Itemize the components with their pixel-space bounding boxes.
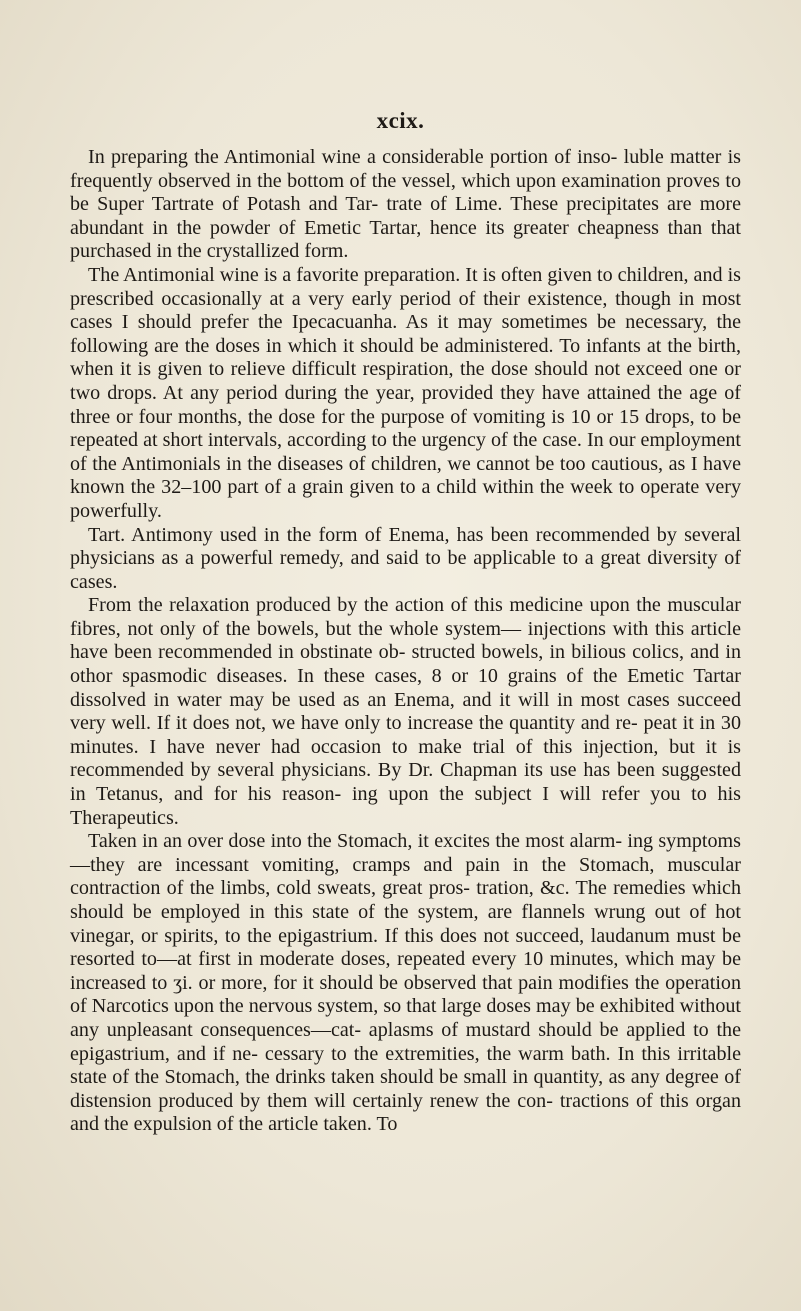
body-text — [70, 146, 741, 1137]
paragraph-overdose-remedies: Taken in an over dose into the Stomach, it excites the most alarm- ing symptoms—they are incessant vomiting, cramps and pain in the Stomach, muscular contraction of the limbs, cold sweats, great pros- tration, &c. The remedies which should be employed in this state of the system, are flannels wrung out of hot vinegar, or spirits, to the epigastrium. If this does not succeed, laudanum must be resorted to—at first in moderate doses, repeated every 10 minutes, which may be increased to ʒi. or more, for it should be observed that pain modifies the operation of Narcotics upon the nervous system, so that large doses may be exhibited without any unpleasant consequences—cat- aplasms of mustard should be applied to the epigastrium, and if ne- cessary to the extremities, the warm bath. In this irritable state of the Stomach, the drinks taken should be small in quantity, as any degree of distension produced by them will certainly renew the con- tractions of this organ and the expulsion of the article taken. To — [70, 830, 741, 1136]
paragraph-antimonial-wine-precipitates: In preparing the Antimonial wine a considerable portion of inso- luble matter is frequently observed in the bottom of the vessel, which upon examination proves to be Super Tartrate of Potash and Tar- trate of Lime. These precipitates are more abundant in the powder of Emetic Tartar, hence its greater cheapness than that purchased in the crystallized form. — [70, 146, 741, 263]
paragraph-relaxation-injections: From the relaxation produced by the action of this medicine upon the muscular fibres, not only of the bowels, but the whole system— injections with this article have been recommended in obstinate ob- structed bowels, in bilious colics, and in othor spasmodic diseases. In these cases, 8 or 10 grains of the Emetic Tartar dissolved in water may be used as an Enema, and it will in most cases succeed very well. If it does not, we have only to increase the quantity and re- peat it in 30 minutes. I have never had occasion to make trial of this injection, but it is recommended by several physicians. By Dr. Chapman its use has been suggested in Tetanus, and for his reason- ing upon the subject I will refer you to his Therapeutics. — [70, 594, 741, 829]
page-number: xcix. — [376, 108, 425, 133]
paragraph-enema-recommendation: Tart. Antimony used in the form of Enema, has been recommended by several physicians as a powerful remedy, and said to be applicable to a great diversity of cases. — [70, 523, 741, 593]
paragraph-antimonial-wine-doses: The Antimonial wine is a favorite preparation. It is often given to children, and is prescribed occasionally at a very early period of their existence, though in most cases I should prefer the Ipecacuanha. As it may sometimes be necessary, the following are the doses in which it should be administered. To infants at the birth, when it is given to relieve difficult respiration, the dose should not exceed one or two drops. At any period during the year, provided they have attained the age of three or four months, the dose for the purpose of vomiting is 10 or 15 drops, to be repeated at short intervals, according to the urgency of the case. In our employment of the Antimonials in the diseases of children, we cannot be too cautious, as I have known the 32–100 part of a grain given to a child within the week to operate very powerfully. — [70, 263, 741, 522]
